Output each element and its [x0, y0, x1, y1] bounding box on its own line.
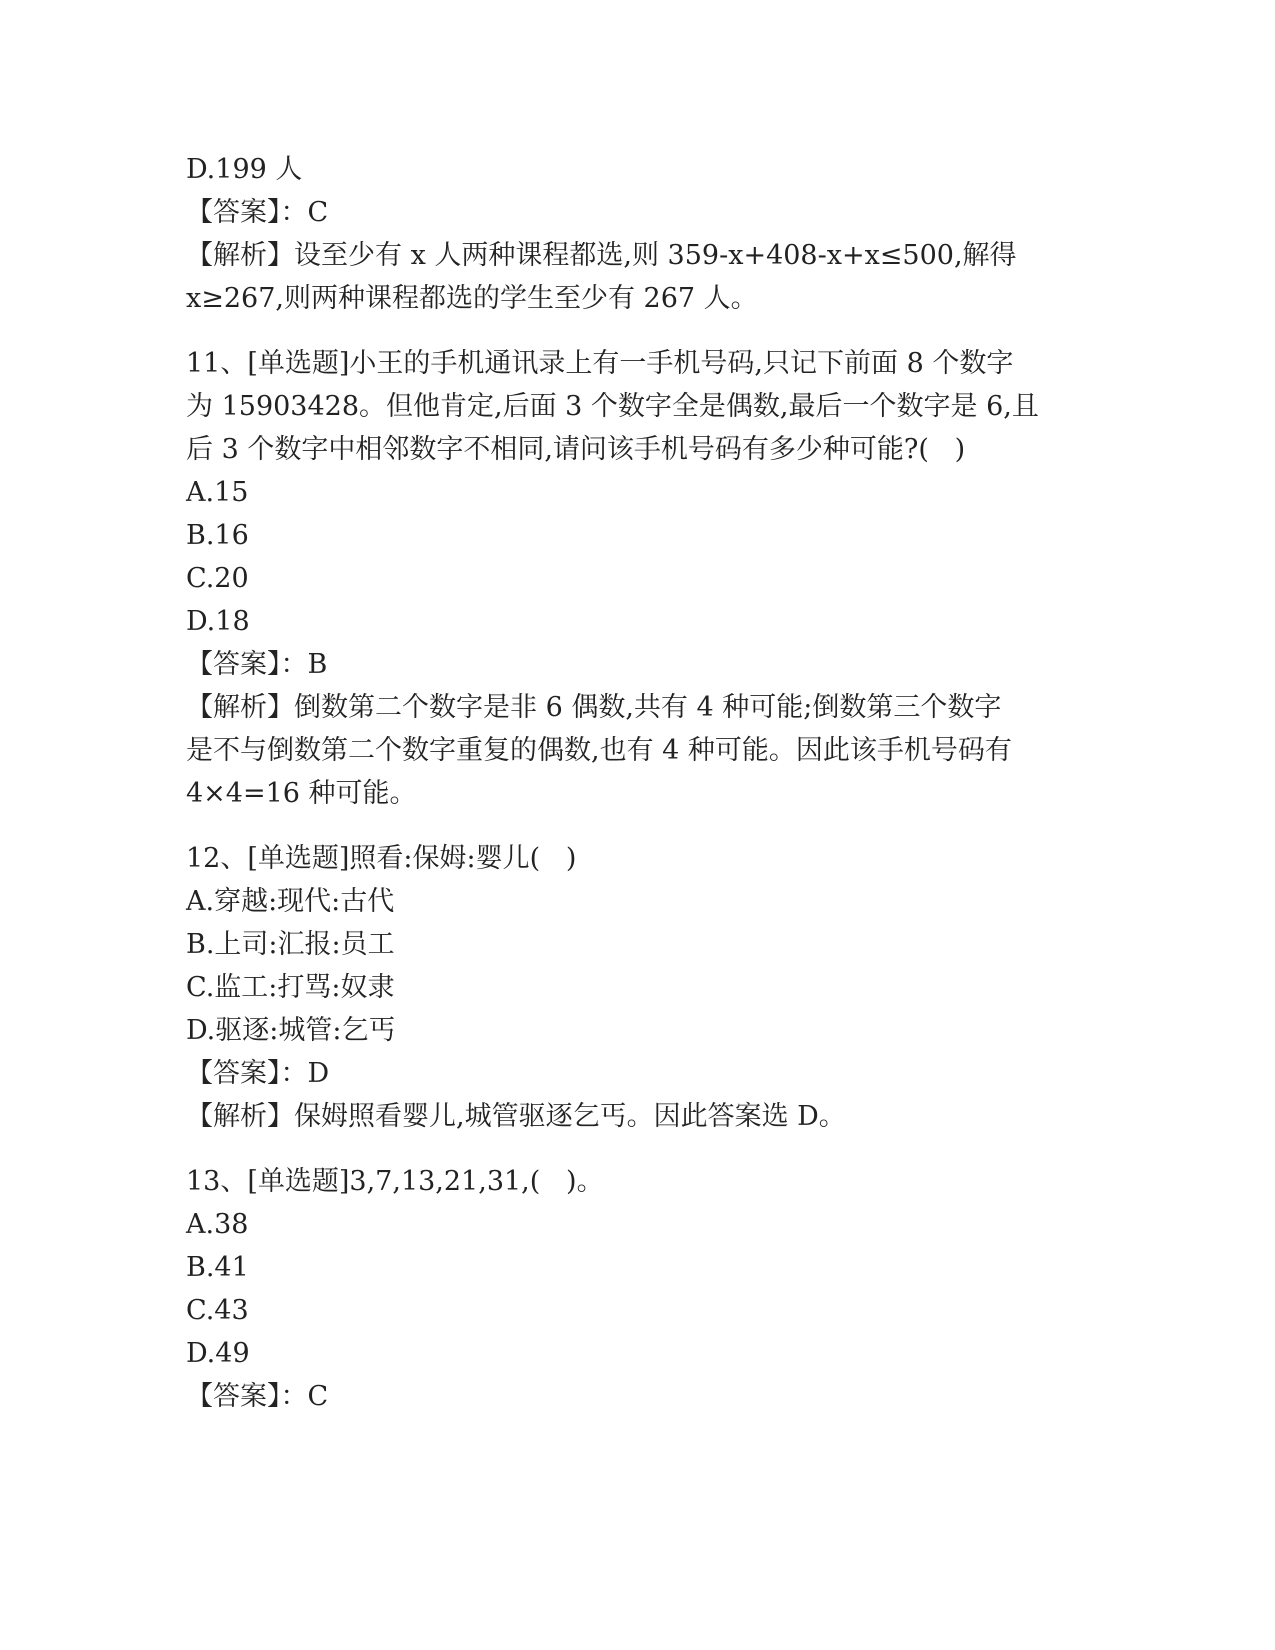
- question-stem-line: 12、[单选题]照看:保姆:婴儿( ): [186, 843, 577, 874]
- option-c: C.20: [186, 563, 249, 594]
- option-b: B.16: [186, 520, 249, 551]
- page-content: [186, 148, 1086, 1418]
- option-d: D.驱逐:城管:乞丐: [186, 1015, 396, 1046]
- option-a: A.38: [186, 1209, 249, 1240]
- question-stem-line: 11、[单选题]小王的手机通讯录上有一手机号码,只记下前面 8 个数字: [186, 348, 1014, 379]
- option-d: D.18: [186, 606, 250, 637]
- question-10-tail: [186, 148, 1086, 320]
- answer: 【答案】：C: [186, 197, 329, 228]
- analysis-line: 【解析】设至少有 x 人两种课程都选,则 359-x+408-x+x≤500,解得: [186, 240, 1017, 271]
- analysis-line: 是不与倒数第二个数字重复的偶数,也有 4 种可能。因此该手机号码有: [186, 735, 1012, 766]
- option-c: C.监工:打骂:奴隶: [186, 972, 395, 1003]
- question-11: [186, 342, 1086, 815]
- option-d: D.199 人: [186, 154, 303, 185]
- option-b: B.上司:汇报:员工: [186, 929, 395, 960]
- answer: 【答案】：B: [186, 649, 328, 680]
- answer: 【答案】：D: [186, 1058, 330, 1089]
- question-stem-line: 后 3 个数字中相邻数字不相同,请问该手机号码有多少种可能?( ): [186, 434, 966, 465]
- analysis-line: 【解析】保姆照看婴儿,城管驱逐乞丐。因此答案选 D。: [186, 1101, 846, 1132]
- analysis-line: 4×4=16 种可能。: [186, 778, 417, 809]
- question-13: [186, 1160, 1086, 1418]
- option-a: A.穿越:现代:古代: [186, 886, 395, 917]
- option-c: C.43: [186, 1295, 249, 1326]
- question-12: [186, 837, 1086, 1138]
- analysis-line: x≥267,则两种课程都选的学生至少有 267 人。: [186, 283, 758, 314]
- analysis-line: 【解析】倒数第二个数字是非 6 偶数,共有 4 种可能;倒数第三个数字: [186, 692, 1002, 723]
- question-stem-line: 13、[单选题]3,7,13,21,31,( )。: [186, 1166, 604, 1197]
- option-d: D.49: [186, 1338, 250, 1369]
- answer: 【答案】：C: [186, 1381, 329, 1412]
- question-stem-line: 为 15903428。但他肯定,后面 3 个数字全是偶数,最后一个数字是 6,且: [186, 391, 1039, 422]
- option-a: A.15: [186, 477, 249, 508]
- option-b: B.41: [186, 1252, 249, 1283]
